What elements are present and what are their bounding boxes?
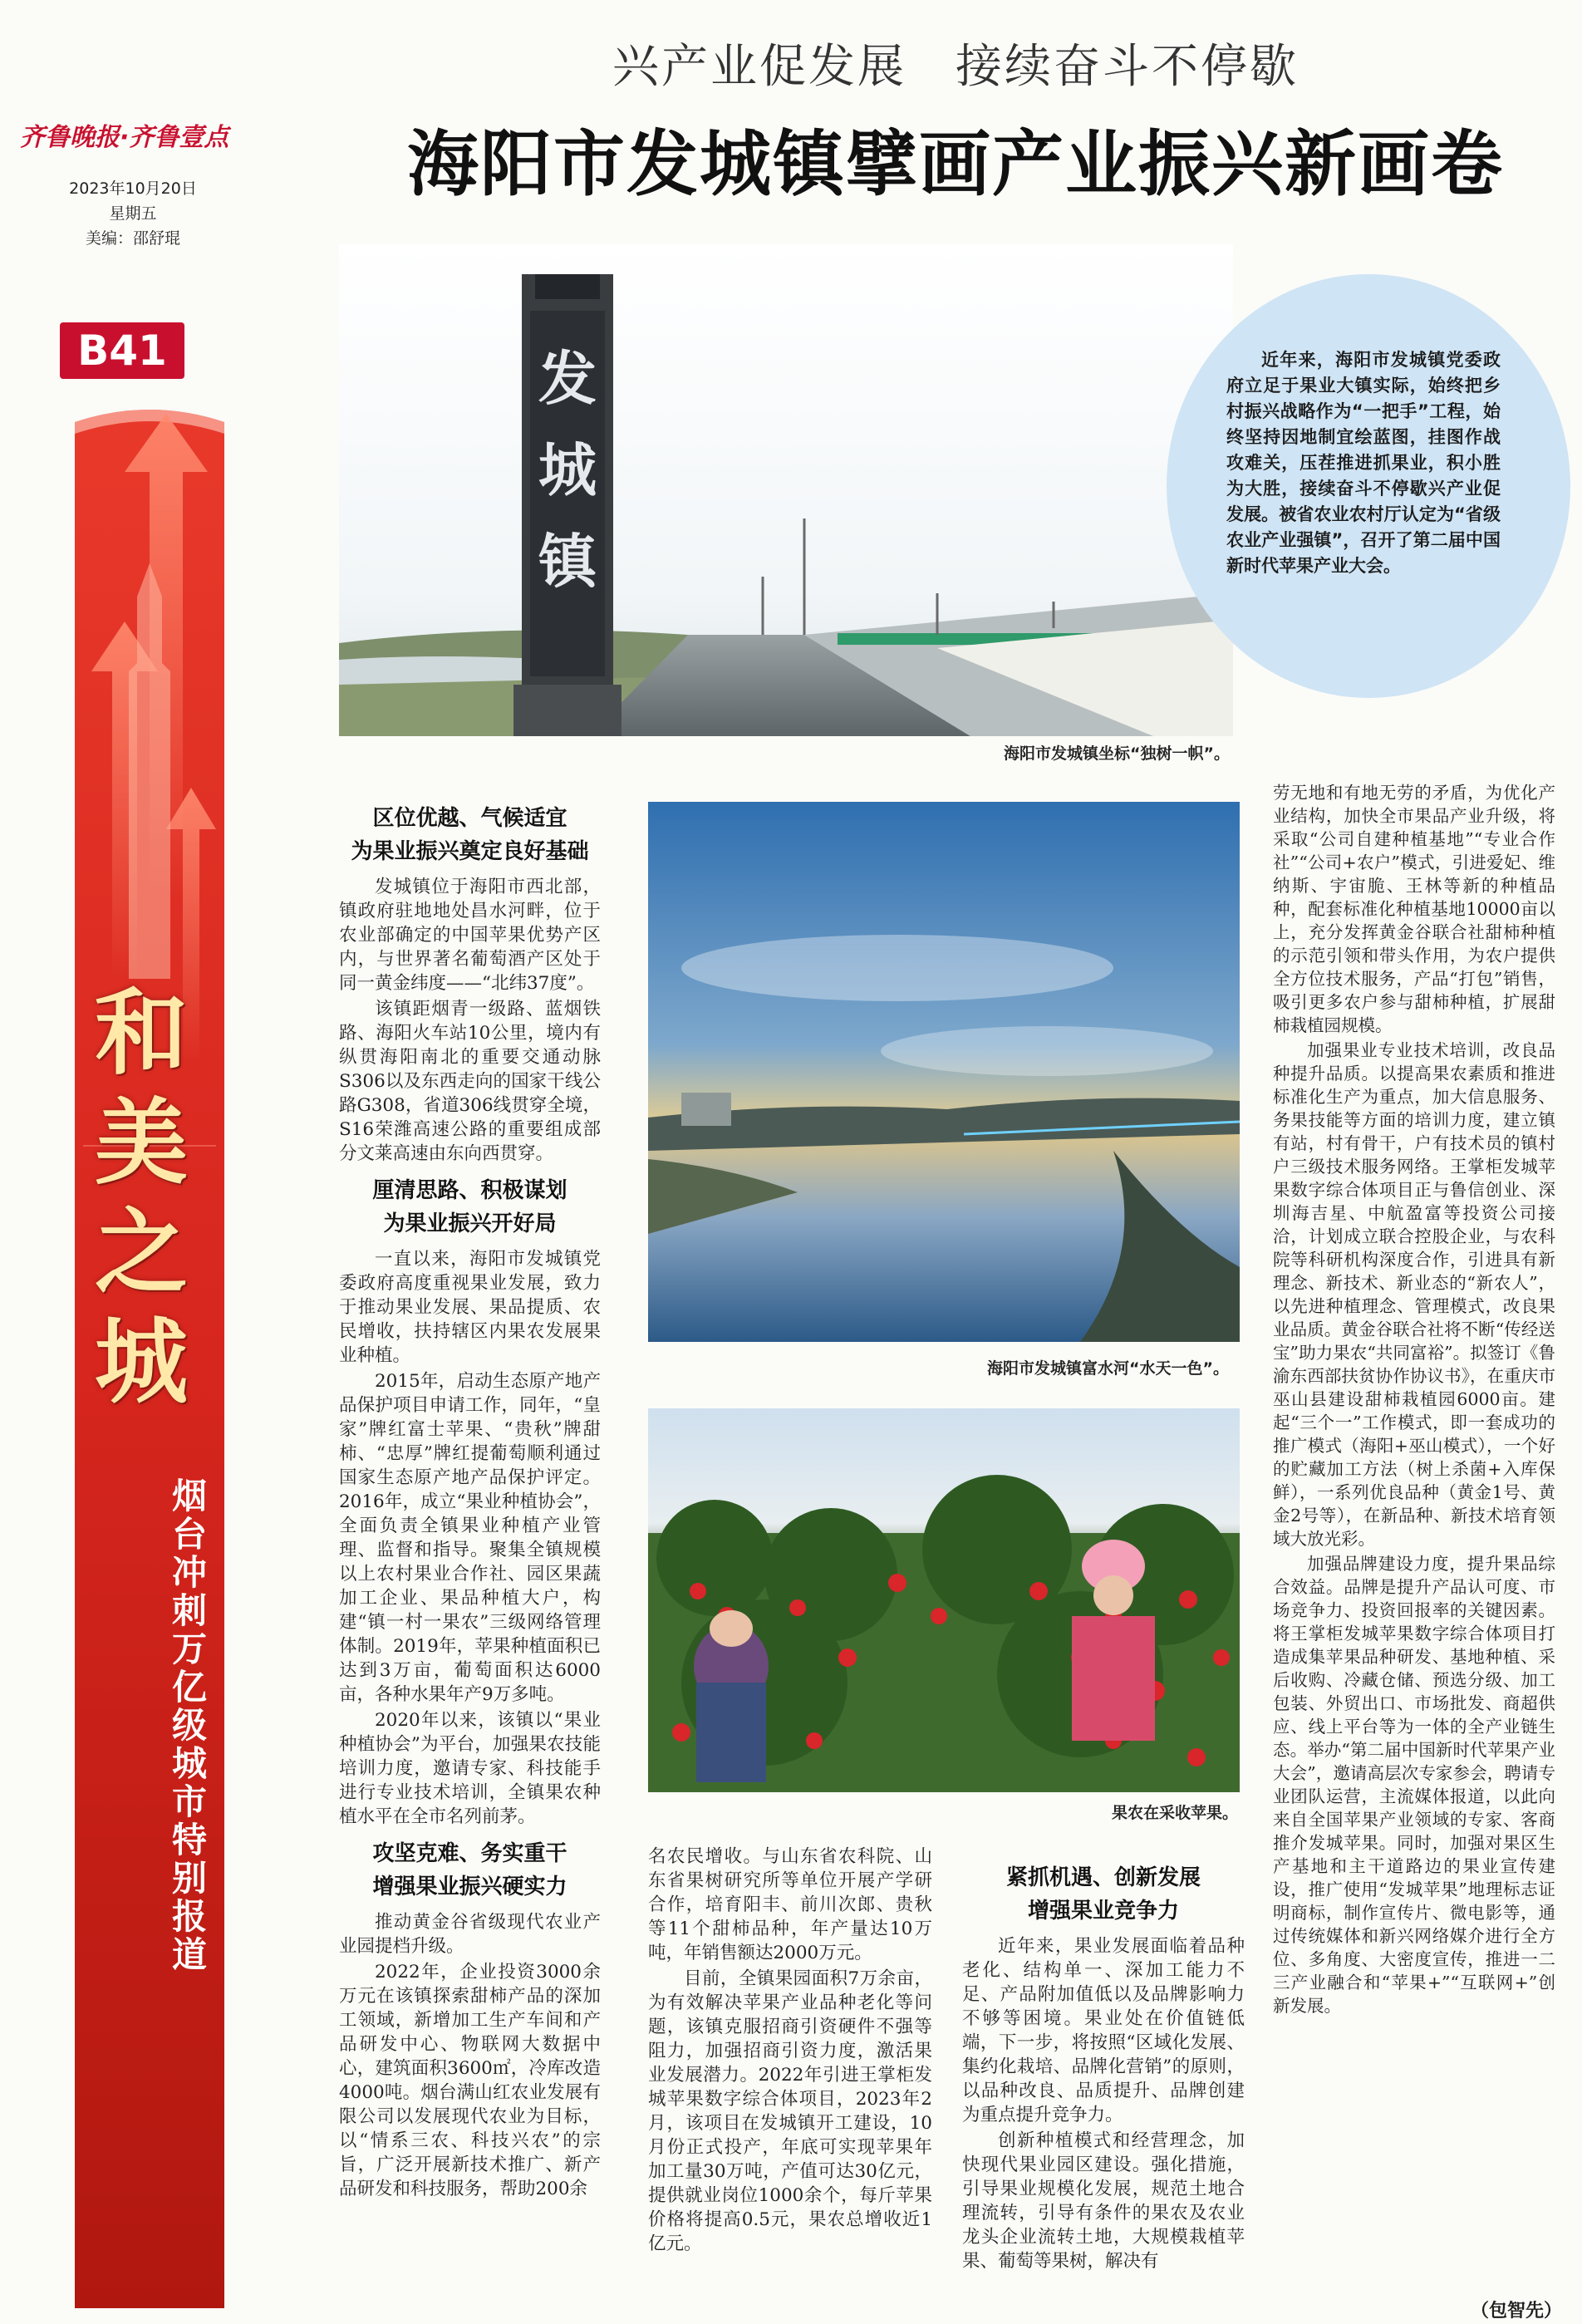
paragraph: 2020年以来，该镇以“果业种植协会”为平台，加强果农技能培训力度，邀请专家、科技能手进行专业技术培训，全镇果农种植水平在全市名列前茅。 (339, 1710, 601, 1827)
svg-text:镇: 镇 (538, 527, 597, 596)
section-heading-line: 为果业振兴开好局 (383, 1211, 557, 1236)
intro-text: 近年来，海阳市发城镇党委政府立足于果业大镇实际，始终把乡村振兴战略作为“一把手”工程，始终坚持因地制宜绘蓝图，挂图作战攻难关，压茬推进抓果业，积小胜为大胜，接续奋斗不停歇兴产业促发展。被省农业农村厅认定为“省级农业产业强镇”，召开了第二届中国新时代苹果产业大会。 (1226, 350, 1501, 576)
newspaper-brand (20, 116, 244, 153)
ribbon-title-char: 之 (95, 1198, 188, 1307)
paragraph: 发城镇位于海阳市西北部，镇政府驻地地处昌水河畔，位于农业部确定的中国苹果优势产区内，与世界著名葡萄酒产区处于同一黄金纬度——“北纬37度”。 (339, 877, 601, 994)
paragraph: 2015年，启动生态原产地产品保护项目申请工作，同年，“皇家”牌红富士苹果、“贵秋”牌甜柿、“忠厚”牌红提葡萄顺利通过国家生态原产地产品保护评定。2016年，成立“果业种植协会”，全面负责全镇果业种植产业管理、监督和指导。聚集全镇规模以上农村果业合作社、园区果蔬加工企业、果品种植大户，构建“镇一村一果农”三级网络管理体制。2019年，苹果种植面积已达到3万亩，葡萄面积达6000亩，各种水果年产9万多吨。 (339, 1371, 601, 1705)
svg-text:发: 发 (538, 344, 597, 413)
section-heading-line: 为果业振兴奠定良好基础 (351, 839, 589, 864)
section-heading-line: 增强果业竞争力 (1027, 1899, 1179, 1924)
landmark-sign-illustration (339, 244, 1233, 736)
issue-meta (42, 176, 224, 251)
paragraph: 该镇距烟青一级路、蓝烟铁路、海阳火车站10公里，境内有纵贯海阳南北的重要交通动脉S306以及东西走向的国家干线公路G308，省道306线贯穿全境，S16荣潍高速公路的重要组成部分文莱高速由东向西贯穿。 (339, 999, 601, 1164)
river-photo (648, 802, 1240, 1342)
section-heading (339, 1174, 601, 1241)
paragraph: 劳无地和有地无劳的矛盾，为优化产业结构，加快全市果品产业升级，将采取“公司自建种植基地”“专业合作社”“公司+农户”模式，引进爱妃、维纳斯、宇宙脆、王林等新的种植品种，配套标准化种植基地10000亩以上，充分发挥黄金谷联合社甜柿种植的示范引领和带头作用，为农户提供全方位技术服务，产品“打包”销售，吸引更多农户参与甜柿种植，扩展甜柿栽植园规模。 (1273, 783, 1555, 1035)
paragraph: 一直以来，海阳市发城镇党委政府高度重视果业发展，致力于推动果业发展、果品提质、农民增收，扶持辖区内果农发展果业种植。 (339, 1249, 601, 1366)
article-headline: 海阳市发城镇擘画产业振兴新画卷 (407, 122, 1504, 206)
issue-date: 2023年10月20日 (69, 179, 197, 198)
section-heading-line: 区位优越、气候适宜 (372, 806, 567, 831)
paragraph: 推动黄金谷省级现代农业产业园提档升级。 (339, 1912, 601, 1957)
ribbon-title (66, 979, 216, 1417)
paragraph: 目前，全镇果园面积7万余亩，为有效解决苹果产业品种老化等问题，该镇克服招商引资硬件不强等阻力，加强招商引资力度，激活果业发展潜力。2022年引进王掌柜发城苹果数字综合体项目，2023年2月，该项目在发城镇开工建设，10月份正式投产，年底可实现苹果年加工量30万吨，产值可达30亿元，提供就业岗位1000余个，每斤苹果价格将提高0.5元，果农总增收近1亿元。 (648, 1968, 932, 2254)
issue-weekday: 星期五 (109, 204, 157, 223)
ribbon-title-char: 和 (95, 979, 188, 1088)
brand-name: 齐鲁晚报 (20, 123, 120, 152)
river-photo-caption: 海阳市发城镇富水河“水天一色”。 (987, 1359, 1229, 1378)
ribbon-title-char: 美 (95, 1088, 188, 1197)
paragraph: 名农民增收。与山东省农科院、山东省果树研究所等单位开展产学研合作，培育阳丰、前川次郎、贵秋等11个甜柿品种，年产量达10万吨，年销售额达2000万元。 (648, 1846, 932, 1963)
paragraph: 创新种植模式和经营理念，加快现代果业园区建设。强化措施，引导果业规模化发展，规范土地合理流转，引导有条件的果农及农业龙头企业流转土地，大规模栽植苹果、葡萄等果树，解决有 (962, 2130, 1245, 2272)
section-heading-line: 增强果业振兴硬实力 (372, 1874, 567, 1899)
article-column-1 (339, 794, 601, 2203)
page-editor: 美编：邵舒琨 (85, 229, 180, 248)
section-heading-line: 厘清思路、积极谋划 (372, 1178, 567, 1203)
article-subtitle: 兴产业促发展 接续奋斗不停歇 (612, 40, 1299, 94)
article-column-2 (648, 1845, 932, 2258)
section-heading-line: 紧抓机遇、创新发展 (1005, 1865, 1201, 1890)
author-signature: （包智先） (1471, 2301, 1563, 2322)
orchard-illustration (648, 1408, 1240, 1792)
ribbon-title-char: 城 (95, 1308, 188, 1417)
brand-app-name: ·齐鲁壹点 (120, 123, 229, 152)
paragraph: 2022年，企业投资3000余万元在该镇探索甜柿产品的深加工领域，新增加工生产车间和产品研发中心、物联网大数据中心，建筑面积3600㎡，冷库改造4000吨。烟台满山红农业发展有限公司以发展现代农业为目标，以“情系三农、科技兴农”的宗旨，广泛开展新技术推广、新产品研发和科技服务，帮助200余 (339, 1962, 601, 2199)
paragraph: 加强果业专业技术培训，改良品种提升品质。以提高果农素质和推进标准化生产为重点，加大信息服务、务果技能等方面的培训力度，建立镇有站，村有骨干，户有技术员的镇村户三级技术服务网络。王掌柜发城苹果数字综合体项目正与鲁信创业、深圳海吉星、中航盈富等投资公司接洽，计划成立联合控股企业，与农科院等科研机构深度合作，引进具有新理念、新技术、新业态的“新农人”，以先进种植理念、管理模式，改良果业品质。黄金谷联合社将不断“传经送宝”助力果农“共同富裕”。拟签订《鲁渝东西部扶贫协作协议书》，在重庆市巫山县建设甜柿栽植园6000亩。建起“三个一”工作模式，即一套成功的推广模式（海阳+巫山模式），一个好的贮藏加工方法（树上杀菌+入库保鲜），一系列优良品种（黄金1号、黄金2号等），在新品种、新技术培育领域大放光彩。 (1273, 1040, 1555, 1549)
section-heading (962, 1861, 1245, 1928)
special-report-ribbon (66, 397, 233, 2308)
article-column-3 (962, 1853, 1245, 2275)
section-heading (339, 1837, 601, 1904)
section-heading (339, 802, 601, 868)
page-number-badge: B41 (60, 322, 184, 379)
ribbon-subtitle: 烟台冲刺万亿级城市特别报道 (171, 1476, 207, 1975)
hero-photo-caption: 海阳市发城镇坐标“独树一帜”。 (1004, 744, 1230, 763)
paragraph: 加强品牌建设力度，提升果品综合效益。品牌是提升产品认可度、市场竞争力、投资回报率的关键因素。将王掌柜发城苹果数字综合体项目打造成集苹果品种研发、基地种植、采后收购、冷藏仓储、预选分级、加工包装、外贸出口、市场批发、商超供应、线上平台等为一体的全产业链生态。举办“第二届中国新时代苹果产业大会”，邀请高层次专家参会，聘请专业团队运营，主流媒体报道，以此向来自全国苹果产业领域的专家、客商推介发城苹果。同时，加强对果区生产基地和主干道路边的果业宣传建设，推广使用“发城苹果”地理标志证明商标，制作宣传片、微电影等，通过传统媒体和新兴网络媒介进行全方位、多角度、大密度宣传，推进一二三产业融合和“苹果+”“互联网+”创新发展。 (1273, 1554, 1555, 2016)
river-illustration (648, 802, 1240, 1342)
hero-photo-landmark (339, 244, 1233, 736)
orchard-photo (648, 1408, 1240, 1792)
article-column-4 (1273, 781, 1555, 2019)
orchard-photo-caption: 果农在采收苹果。 (1112, 1804, 1239, 1822)
svg-text:城: 城 (538, 435, 597, 504)
section-heading-line: 攻坚克难、务实重干 (372, 1841, 567, 1866)
paragraph: 近年来，果业发展面临着品种老化、结构单一、深加工能力不足、产品附加值低以及品牌影响力不够等困境。果业处在价值链低端，下一步，将按照“区域化发展、集约化栽培、品牌化营销”的原则，以品种改良、品质提升、品牌创建为重点提升竞争力。 (962, 1936, 1245, 2125)
